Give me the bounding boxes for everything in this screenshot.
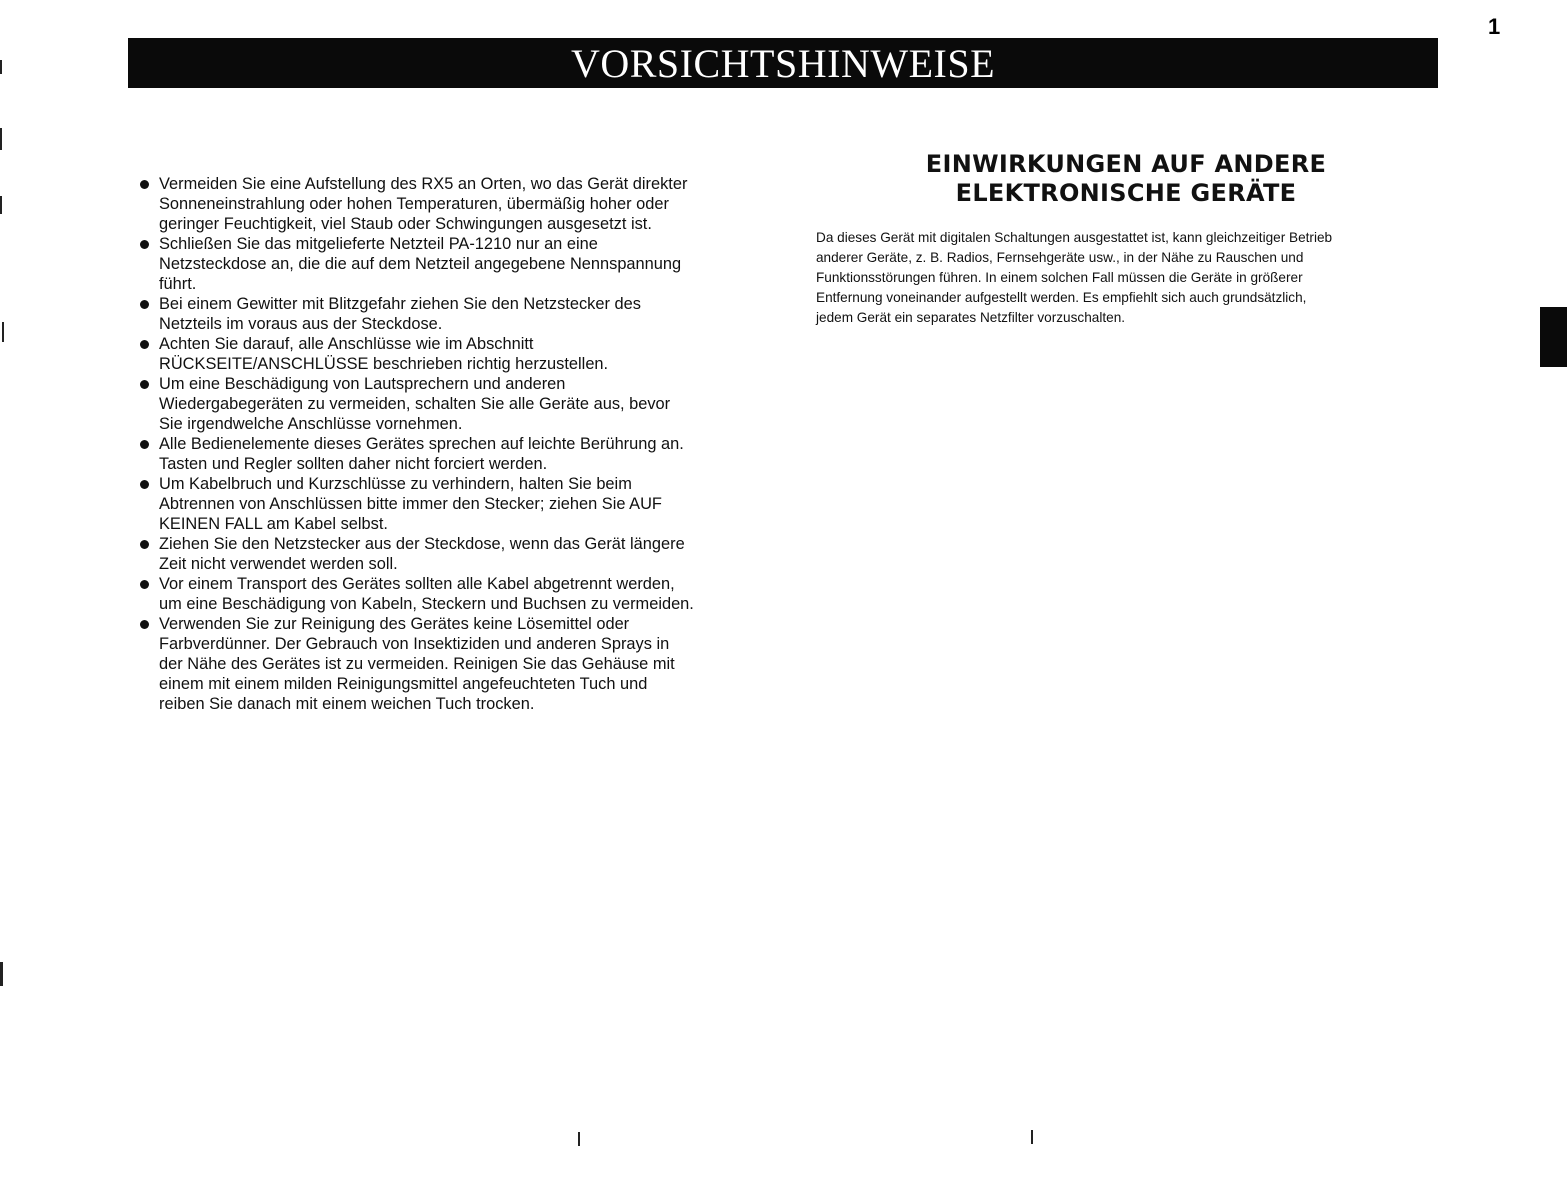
bullet-icon [140,240,149,249]
bullet-icon [140,620,149,629]
section-heading: EINWIRKUNGEN AUF ANDERE ELEKTRONISCHE GERÄTE [925,150,1327,207]
scan-mark [578,1132,580,1146]
bullet-icon [140,580,149,589]
precautions-list [138,174,778,714]
precaution-text: Verwenden Sie zur Reinigung des Gerätes keine Lösemittel oder Farbverdünner. Der Gebrauch von Insektiziden und anderen Sprays in der Nähe des Gerätes ist zu vermeiden. Reinigen Sie das Gehäuse mit einem mit einem milden Reinigungsmittel angefeuchteten Tuch und reiben Sie danach mit einem weichen Tuch trocken. [159,615,675,713]
precaution-text: Bei einem Gewitter mit Blitzgefahr ziehen Sie den Netzstecker des Netzteils im voraus aus der Steckdose. [159,295,641,333]
scan-mark [2,322,4,342]
scan-mark [0,196,2,214]
precaution-text: Um eine Beschädigung von Lautsprechern und anderen Wiedergabegeräten zu vermeiden, schalten Sie alle Geräte aus, bevor Sie irgendwelche Anschlüsse vornehmen. [159,375,671,433]
precaution-text: Ziehen Sie den Netzstecker aus der Steckdose, wenn das Gerät längere Zeit nicht verwendet werden soll. [159,535,685,573]
precaution-text: Vor einem Transport des Gerätes sollten alle Kabel abgetrennt werden, um eine Beschädigung von Kabeln, Steckern und Buchsen zu vermeiden. [159,575,694,613]
page-title: VORSICHTSHINWEISE [570,41,996,86]
bullet-icon [140,180,149,189]
section-tab-marker [1540,307,1567,367]
list-item [138,174,778,234]
bullet-icon [140,300,149,309]
scan-mark [0,128,2,150]
list-item [138,294,778,334]
precaution-text: Alle Bedienelemente dieses Gerätes sprechen auf leichte Berührung an. Tasten und Regler sollten daher nicht forciert werden. [159,435,684,473]
bullet-icon [140,340,149,349]
list-item [138,434,778,474]
precaution-text: Achten Sie darauf, alle Anschlüsse wie im Abschnitt RÜCKSEITE/ANSCHLÜSSE beschrieben richtig herzustellen. [159,335,609,373]
list-item [138,474,778,534]
list-item [138,574,778,614]
precaution-text: Schließen Sie das mitgelieferte Netzteil PA-1210 nur an eine Netzsteckdose an, die die auf dem Netzteil angegebene Nennspannung führt. [159,235,682,293]
section-body: Da dieses Gerät mit digitalen Schaltungen ausgestattet ist, kann gleichzeitiger Betrieb anderer Geräte, z. B. Radios, Fernsehgeräte usw., in der Nähe zu Rauschen und Funktionsstörungen führen. In einem solchen Fall müssen die Geräte in größerer Entfernung voneinander aufgestellt werden. Es empfiehlt sich auch grundsätzlich, jedem Gerät ein separates Netzfilter vorzuschalten. [816,230,1333,325]
list-item [138,614,778,714]
precautions-column [138,174,778,714]
bullet-icon [140,380,149,389]
scan-mark [0,962,3,986]
precaution-text: Vermeiden Sie eine Aufstellung des RX5 an Orten, wo das Gerät direkter Sonneneinstrahlung oder hohen Temperaturen, übermäßig hoher oder geringer Feuchtigkeit, viel Staub oder Schwingungen ausgesetzt ist. [159,175,688,233]
title-banner [128,38,1438,88]
list-item [138,374,778,434]
list-item [138,534,778,574]
list-item [138,234,778,294]
list-item [138,334,778,374]
bullet-icon [140,440,149,449]
page-number: 1 [1488,14,1501,39]
interference-section [816,150,1436,328]
precaution-text: Um Kabelbruch und Kurzschlüsse zu verhindern, halten Sie beim Abtrennen von Anschlüssen bitte immer den Stecker; ziehen Sie AUF KEINEN FALL am Kabel selbst. [159,475,662,533]
scan-mark [0,60,2,74]
bullet-icon [140,480,149,489]
scan-mark [1031,1130,1033,1144]
bullet-icon [140,540,149,549]
